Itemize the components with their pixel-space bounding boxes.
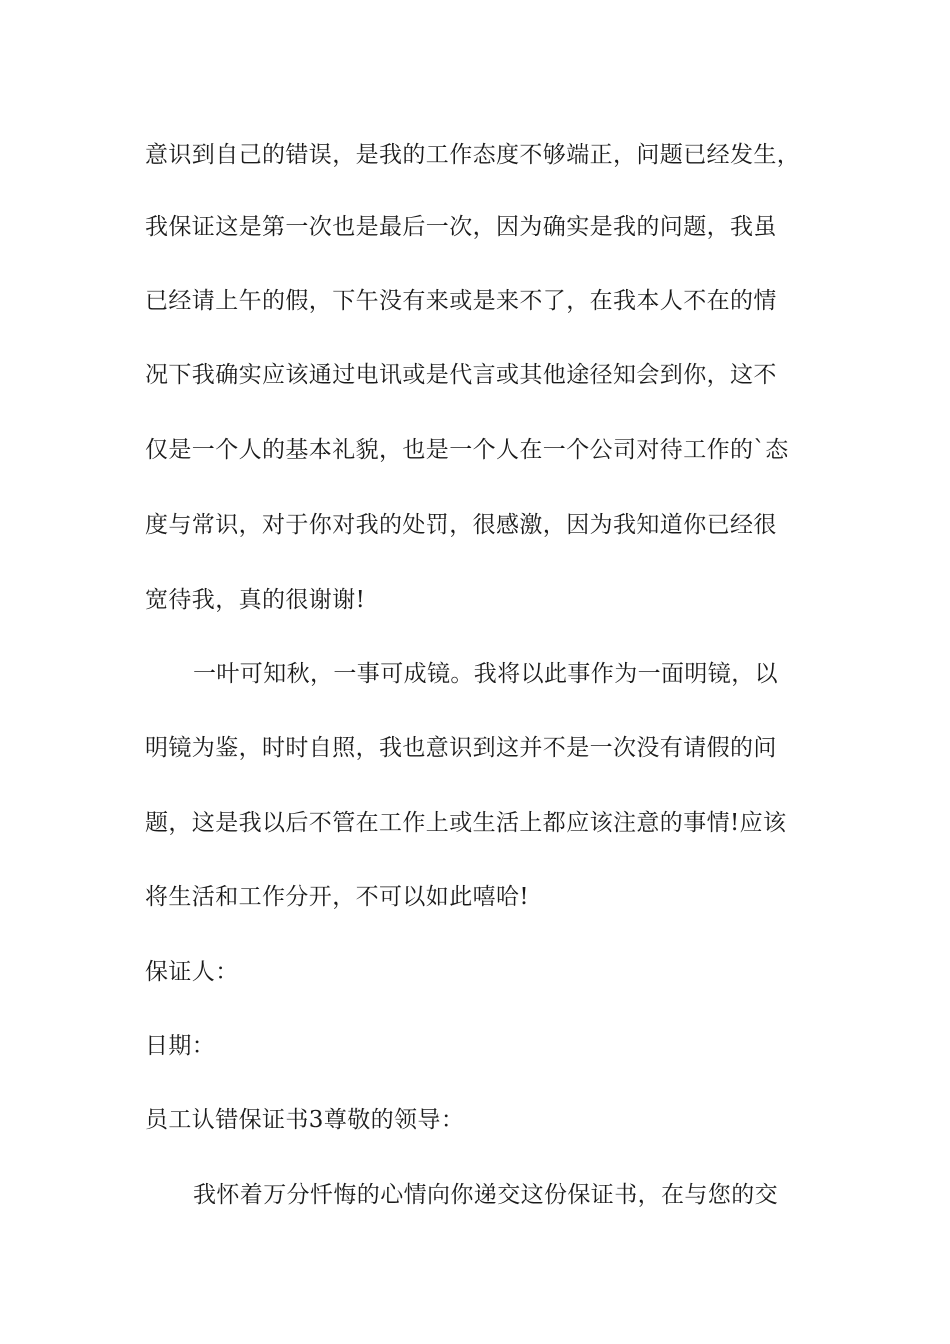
section-heading: 员工认错保证书3尊敬的领导：: [145, 1107, 465, 1133]
body-text-line: 已经请上午的假，下午没有来或是来不了，在我本人不在的情: [145, 288, 777, 314]
body-text-line: 宽待我，真的很谢谢!: [145, 587, 366, 613]
paragraph-first-line: 一叶可知秋，一事可成镜。我将以此事作为一面明镜，以: [193, 661, 778, 687]
body-text-line: 将生活和工作分开，不可以如此嘻哈!: [145, 884, 530, 910]
body-text-line: 仅是一个人的基本礼貌，也是一个人在一个公司对待工作的`态: [145, 437, 789, 463]
body-text-line: 意识到自己的错误，是我的工作态度不够端正，问题已经发生，: [145, 142, 801, 168]
body-text-line: 度与常识，对于你对我的处罚，很感激，因为我知道你已经很: [145, 512, 777, 538]
body-text-line: 我保证这是第一次也是最后一次，因为确实是我的问题，我虽: [145, 214, 777, 240]
paragraph-first-line: 我怀着万分忏悔的心情向你递交这份保证书，在与您的交: [193, 1182, 778, 1208]
date-label: 日期：: [145, 1033, 216, 1059]
body-text-line: 况下我确实应该通过电讯或是代言或其他途径知会到你，这不: [145, 362, 777, 388]
guarantor-label: 保证人：: [145, 959, 239, 985]
body-text-line: 题，这是我以后不管在工作上或生活上都应该注意的事情!应该: [145, 810, 787, 836]
body-text-line: 明镜为鉴，时时自照，我也意识到这并不是一次没有请假的问: [145, 735, 777, 761]
